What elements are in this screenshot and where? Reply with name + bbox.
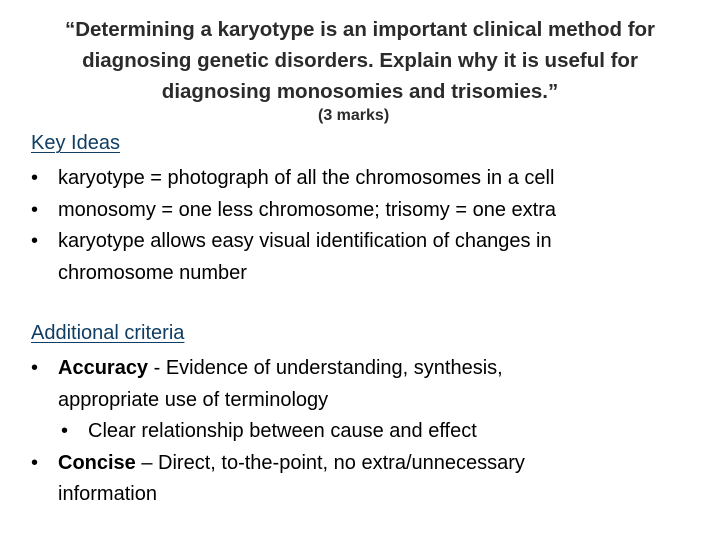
key-idea-item: • karyotype allows easy visual identification of changes in xyxy=(31,226,556,258)
criteria-item-concise xyxy=(31,448,525,480)
key-ideas-heading: Key Ideas xyxy=(31,132,120,154)
key-idea-item: • monosomy = one less chromosome; trisomy = one extra xyxy=(31,195,556,227)
criteria-text-concise: – Direct, to-the-point, no extra/unnecessary xyxy=(135,451,525,474)
criteria-term-concise: Concise xyxy=(58,451,136,474)
key-idea-item-continuation: chromosome number xyxy=(58,261,247,284)
criteria-item-concise-continuation: information xyxy=(58,483,157,505)
additional-criteria-heading: Additional criteria xyxy=(31,322,185,344)
criteria-subitem-cause-effect: • Clear relationship between cause and effect xyxy=(61,416,525,448)
criteria-item-accuracy-continuation: appropriate use of terminology xyxy=(58,388,329,411)
criteria-item-accuracy xyxy=(31,353,525,385)
question-title xyxy=(0,14,720,107)
question-line-1: “Determining a karyotype is an important clinical method for xyxy=(64,18,656,41)
key-idea-item: • karyotype = photograph of all the chromosomes in a cell xyxy=(31,163,556,195)
key-ideas-list xyxy=(31,163,556,289)
marks-label: (3 marks) xyxy=(318,107,390,124)
question-line-2: diagnosing genetic disorders. Explain why it is useful for xyxy=(82,49,638,72)
criteria-text-accuracy: - Evidence of understanding, synthesis, xyxy=(148,357,503,379)
criteria-term-accuracy: Accuracy xyxy=(58,357,149,379)
additional-criteria-list xyxy=(31,353,525,511)
question-line-3: diagnosing monosomies and trisomies.” xyxy=(161,80,559,103)
